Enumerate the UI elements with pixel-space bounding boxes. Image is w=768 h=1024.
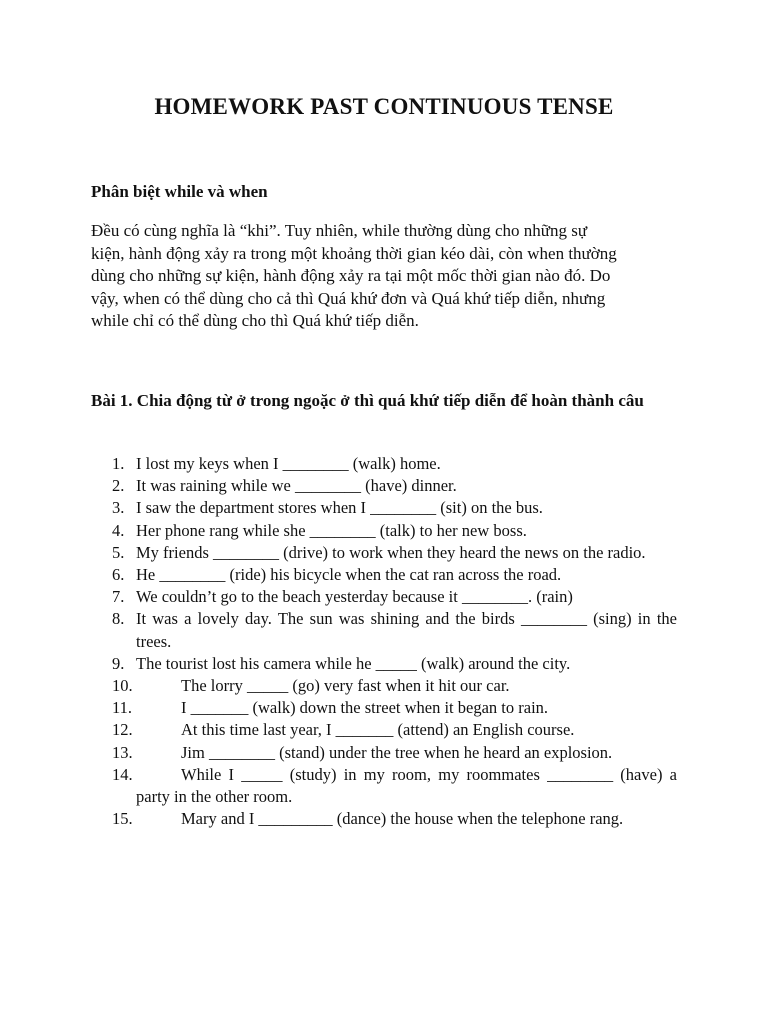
exercise-item — [0, 564, 768, 586]
intro-line: Đều có cùng nghĩa là “khi”. Tuy nhiên, while thường dùng cho những sự — [91, 221, 588, 240]
exercise-item — [0, 808, 768, 830]
item-text: We couldn’t go to the beach yesterday because it ________. (rain) — [136, 587, 573, 607]
item-text: The tourist lost his camera while he _____ (walk) around the city. — [136, 653, 571, 673]
item-number: 11. — [112, 698, 133, 718]
item-text: Mary and I _________ (dance) the house when the telephone rang. — [181, 809, 624, 829]
exercise-item — [0, 653, 768, 675]
item-text: It was raining while we ________ (have) dinner. — [136, 476, 457, 496]
item-number: 8. — [112, 609, 125, 629]
item-number: 15. — [112, 809, 133, 829]
item-text: My friends ________ (drive) to work when they heard the news on the radio. — [136, 542, 646, 562]
intro-line: kiện, hành động xảy ra trong một khoảng thời gian kéo dài, còn when thường — [91, 243, 617, 263]
exercise-list — [0, 453, 768, 830]
item-text: The lorry _____ (go) very fast when it hit our car. — [181, 676, 510, 696]
item-text: I saw the department stores when I ________ (sit) on the bus. — [136, 498, 543, 518]
intro-line: while chỉ có thể dùng cho thì Quá khứ tiếp diễn. — [91, 311, 419, 330]
item-number: 6. — [112, 565, 125, 585]
section-heading: Phân biệt while và when — [91, 182, 268, 201]
exercise-item — [0, 586, 768, 608]
item-text: Jim ________ (stand) under the tree when he heard an explosion. — [181, 742, 613, 762]
exercise-item — [0, 453, 768, 475]
item-number: 10. — [112, 676, 133, 696]
exercise-title: Bài 1. Chia động từ ở trong ngoặc ở thì quá khứ tiếp diễn để hoàn thành câu — [91, 391, 644, 410]
item-text: It was a lovely day. The sun was shining and the birds ________ (sing) in the trees. — [136, 609, 677, 651]
exercise-item — [0, 675, 768, 697]
exercise-item — [0, 475, 768, 497]
intro-line: dùng cho những sự kiện, hành động xảy ra tại một mốc thời gian nào đó. Do — [91, 266, 611, 285]
item-number: 7. — [112, 587, 125, 607]
intro-line: vậy, when có thể dùng cho cả thì Quá khứ đơn và Quá khứ tiếp diễn, nhưng — [91, 288, 606, 308]
item-text: He ________ (ride) his bicycle when the cat ran across the road. — [136, 565, 562, 585]
item-number: 12. — [112, 720, 133, 740]
exercise-item — [0, 497, 768, 519]
exercise-item — [0, 742, 768, 764]
exercise-item — [0, 719, 768, 741]
item-number: 3. — [112, 498, 125, 518]
item-number: 2. — [112, 476, 125, 496]
item-text: I _______ (walk) down the street when it began to rain. — [181, 698, 549, 718]
exercise-item — [0, 520, 768, 542]
item-number: 4. — [112, 520, 125, 540]
item-number: 14. — [112, 764, 133, 784]
item-number: 13. — [112, 742, 133, 762]
page-title: HOMEWORK PAST CONTINUOUS TENSE — [154, 94, 614, 119]
item-text: I lost my keys when I ________ (walk) home. — [136, 454, 441, 473]
item-number: 1. — [112, 454, 125, 473]
exercise-item — [0, 608, 768, 652]
item-number: 9. — [112, 653, 125, 673]
exercise-item — [0, 542, 768, 564]
item-text: While I _____ (study) in my room, my roommates ________ (have) a party in the other room. — [136, 764, 677, 807]
item-text: At this time last year, I _______ (attend) an English course. — [181, 720, 575, 740]
intro-paragraph — [91, 220, 677, 333]
item-text: Her phone rang while she ________ (talk) to her new boss. — [136, 520, 527, 540]
item-number: 5. — [112, 542, 125, 562]
exercise-item — [0, 764, 768, 808]
exercise-item — [0, 697, 768, 719]
